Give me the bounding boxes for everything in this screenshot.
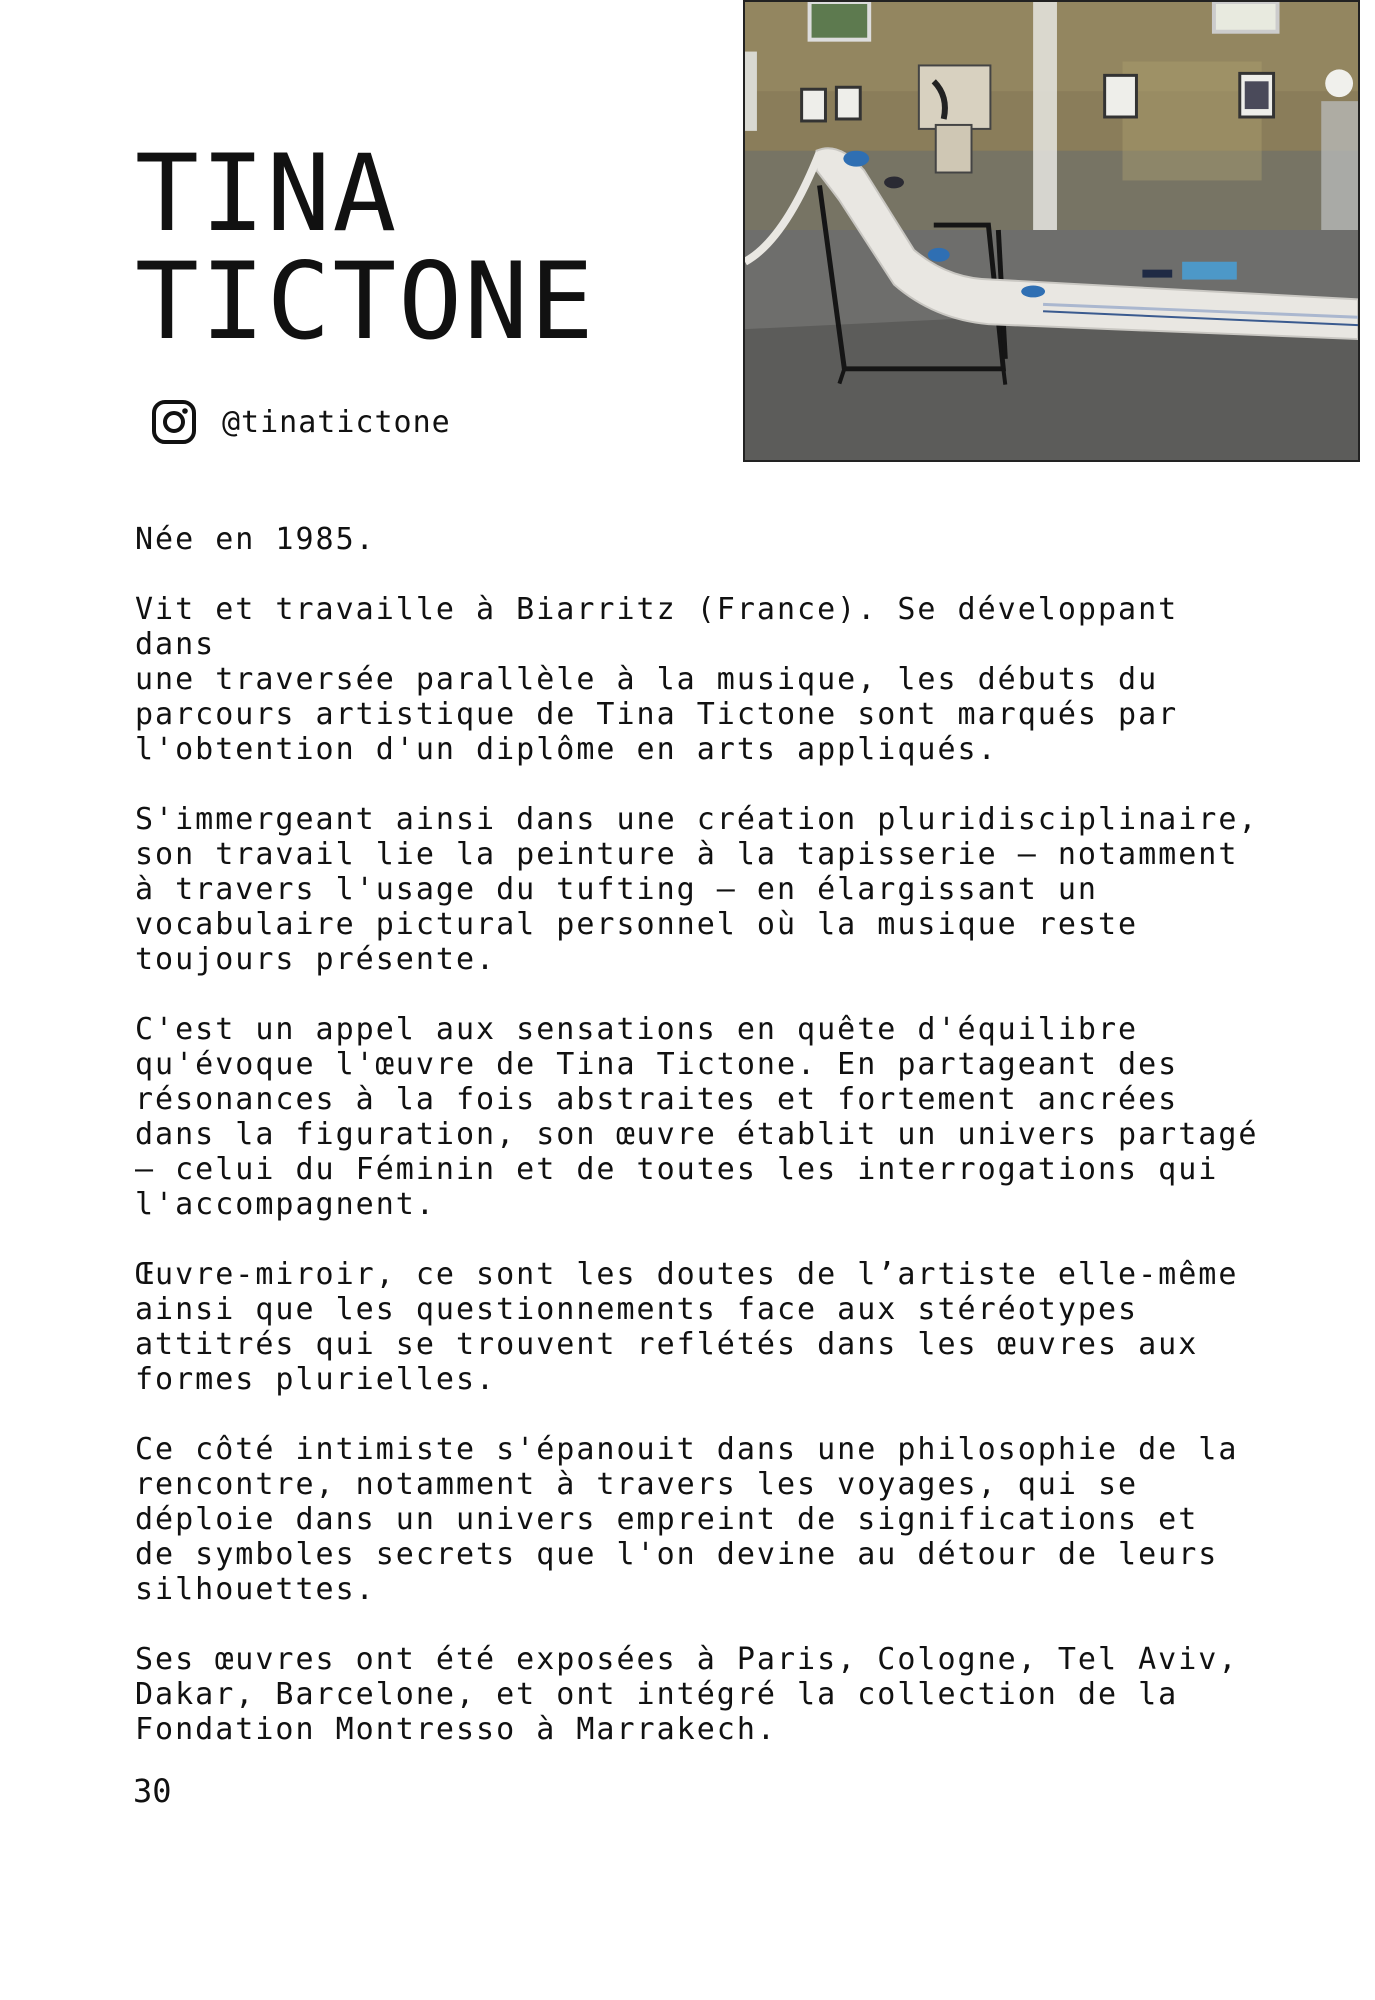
artist-name <box>135 132 596 363</box>
instagram-icon <box>150 398 198 446</box>
bio-paragraph: Ce côté intimiste s'épanouit dans une philosophie de la rencontre, notamment à travers les voyages, qui se déploie dans un univers empreint de significations et de symboles secrets que l'on devine au détour de leurs silhouettes. <box>135 1432 1239 1607</box>
bio-paragraph: S'immergeant ainsi dans une création pluridisciplinaire, son travail lie la peinture à la tapisserie — notamment à travers l'usage du tufting — en élargissant un vocabulaire pictural personnel où la musique reste toujours présente. <box>135 802 1259 977</box>
bio-paragraph: Ses œuvres ont été exposées à Paris, Cologne, Tel Aviv, Dakar, Barcelone, et ont intégré la collection de la Fondation Montresso à Marrakech. <box>135 1642 1239 1747</box>
instagram-link[interactable] <box>150 398 451 446</box>
instagram-handle[interactable]: @tinatictone <box>222 404 451 440</box>
bio-paragraph: Née en 1985. <box>135 522 376 557</box>
bio-paragraph: Vit et travaille à Biarritz (France). Se développant dans une traversée parallèle à la musique, les débuts du parcours artistique de Tina Tictone sont marqués par l'obtention d'un diplôme en arts appliqués. <box>135 592 1179 767</box>
artist-biography <box>135 522 1275 1782</box>
artist-first-name: TINA <box>135 132 399 255</box>
artwork-installation-photo <box>743 0 1360 462</box>
bio-paragraph: Œuvre-miroir, ce sont les doutes de l’artiste elle-même ainsi que les questionnements face aux stéréotypes attitrés qui se trouvent reflétés dans les œuvres aux formes plurielles. <box>135 1257 1239 1397</box>
page-number: 30 <box>133 1772 172 1810</box>
bio-paragraph: C'est un appel aux sensations en quête d'équilibre qu'évoque l'œuvre de Tina Tictone. En partageant des résonances à la fois abstraites et fortement ancrées dans la figuration, son œuvre établit un univers partagé — celui du Féminin et de toutes les interrogations qui l'accompagnent. <box>135 1012 1259 1222</box>
artist-last-name: TICTONE <box>135 240 596 363</box>
